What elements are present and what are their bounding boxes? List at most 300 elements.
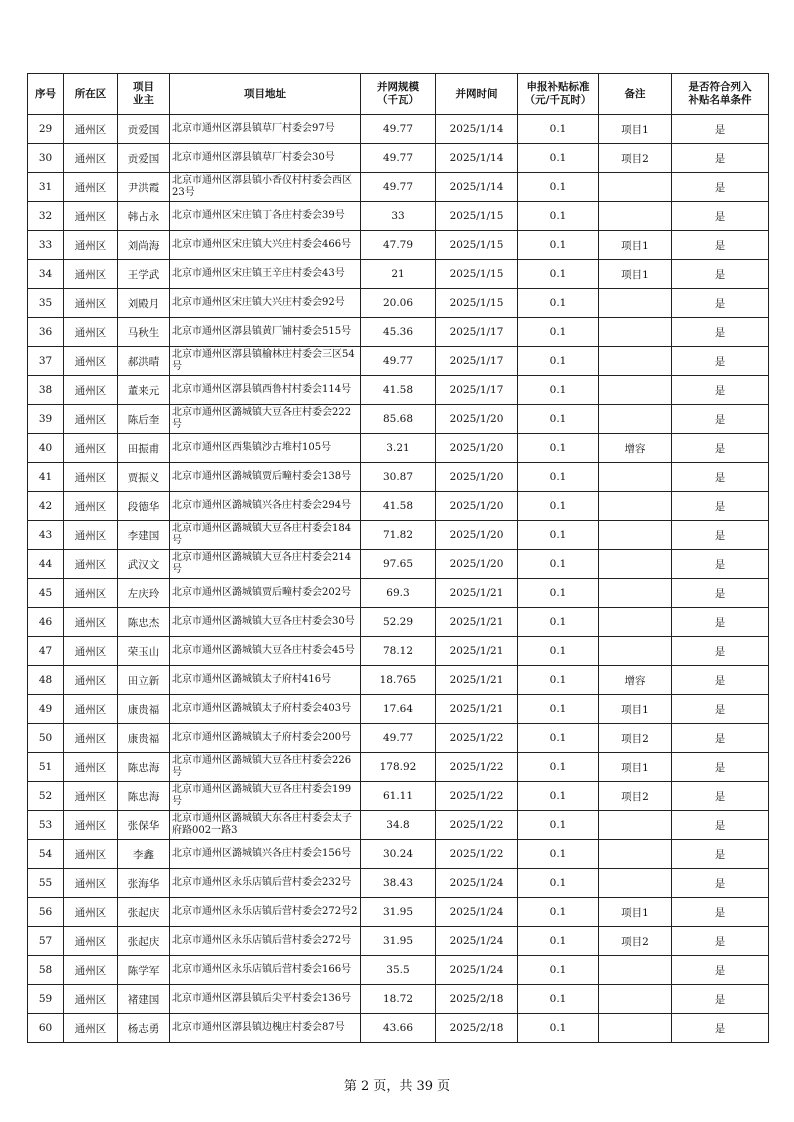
cell-remark [599, 376, 672, 405]
cell-date: 2025/1/24 [436, 956, 518, 985]
cell-address: 北京市通州区永乐店镇后营村委会232号 [170, 869, 361, 898]
cell-seq: 43 [28, 521, 64, 550]
cell-district: 通州区 [64, 695, 118, 724]
cell-date: 2025/1/22 [436, 753, 518, 782]
cell-eligible: 是 [672, 840, 769, 869]
cell-address: 北京市通州区潞城镇大豆各庄村委会45号 [170, 637, 361, 666]
table-row [28, 144, 769, 173]
cell-standard: 0.1 [518, 724, 599, 753]
cell-eligible: 是 [672, 782, 769, 811]
cell-remark [599, 202, 672, 231]
cell-seq: 36 [28, 318, 64, 347]
cell-eligible: 是 [672, 521, 769, 550]
header-eligible: 是否符合列入 补贴名单条件 [672, 74, 769, 115]
cell-owner: 田振甫 [118, 434, 170, 463]
cell-standard: 0.1 [518, 927, 599, 956]
header-capacity: 并网规模 （千瓦） [361, 74, 436, 115]
cell-owner: 董来元 [118, 376, 170, 405]
cell-date: 2025/2/18 [436, 1014, 518, 1043]
cell-remark [599, 637, 672, 666]
cell-district: 通州区 [64, 144, 118, 173]
cell-owner: 张海华 [118, 869, 170, 898]
cell-date: 2025/1/15 [436, 260, 518, 289]
cell-standard: 0.1 [518, 347, 599, 376]
cell-owner: 陈忠海 [118, 753, 170, 782]
cell-eligible: 是 [672, 376, 769, 405]
cell-seq: 52 [28, 782, 64, 811]
cell-seq: 39 [28, 405, 64, 434]
cell-capacity: 41.58 [361, 376, 436, 405]
cell-address: 北京市通州区潞城镇太子府村416号 [170, 666, 361, 695]
cell-remark [599, 318, 672, 347]
table-row [28, 115, 769, 144]
table-row [28, 173, 769, 202]
cell-remark [599, 985, 672, 1014]
cell-remark: 项目1 [599, 898, 672, 927]
cell-address: 北京市通州区潞城镇大东各庄村委会太子府路002一路3 [170, 811, 361, 840]
cell-capacity: 34.8 [361, 811, 436, 840]
cell-date: 2025/1/22 [436, 840, 518, 869]
cell-capacity: 18.72 [361, 985, 436, 1014]
cell-standard: 0.1 [518, 550, 599, 579]
cell-date: 2025/1/22 [436, 724, 518, 753]
cell-district: 通州区 [64, 753, 118, 782]
cell-standard: 0.1 [518, 898, 599, 927]
cell-seq: 51 [28, 753, 64, 782]
table-row [28, 289, 769, 318]
cell-district: 通州区 [64, 840, 118, 869]
cell-district: 通州区 [64, 869, 118, 898]
cell-seq: 44 [28, 550, 64, 579]
table-row [28, 724, 769, 753]
cell-seq: 57 [28, 927, 64, 956]
cell-remark [599, 521, 672, 550]
cell-standard: 0.1 [518, 521, 599, 550]
cell-date: 2025/1/14 [436, 173, 518, 202]
cell-owner: 刘尚海 [118, 231, 170, 260]
cell-capacity: 3.21 [361, 434, 436, 463]
cell-capacity: 20.06 [361, 289, 436, 318]
cell-seq: 45 [28, 579, 64, 608]
cell-remark: 增容 [599, 434, 672, 463]
cell-date: 2025/1/22 [436, 811, 518, 840]
cell-remark [599, 1014, 672, 1043]
cell-address: 北京市通州区漷县镇西鲁村村委会114号 [170, 376, 361, 405]
cell-district: 通州区 [64, 927, 118, 956]
cell-district: 通州区 [64, 782, 118, 811]
cell-capacity: 38.43 [361, 869, 436, 898]
cell-eligible: 是 [672, 608, 769, 637]
cell-standard: 0.1 [518, 869, 599, 898]
cell-date: 2025/1/15 [436, 202, 518, 231]
cell-date: 2025/1/17 [436, 347, 518, 376]
cell-owner: 李建国 [118, 521, 170, 550]
table-row [28, 434, 769, 463]
cell-date: 2025/1/17 [436, 376, 518, 405]
table-row [28, 637, 769, 666]
cell-seq: 35 [28, 289, 64, 318]
cell-eligible: 是 [672, 811, 769, 840]
cell-capacity: 41.58 [361, 492, 436, 521]
cell-date: 2025/1/24 [436, 869, 518, 898]
cell-capacity: 33 [361, 202, 436, 231]
cell-remark [599, 869, 672, 898]
table-row [28, 550, 769, 579]
cell-remark [599, 550, 672, 579]
cell-date: 2025/1/20 [436, 405, 518, 434]
cell-owner: 马秋生 [118, 318, 170, 347]
cell-capacity: 78.12 [361, 637, 436, 666]
cell-owner: 褚建国 [118, 985, 170, 1014]
cell-date: 2025/1/21 [436, 579, 518, 608]
cell-address: 北京市通州区漷县镇榆林庄村委会三区54号 [170, 347, 361, 376]
cell-owner: 陈忠杰 [118, 608, 170, 637]
cell-standard: 0.1 [518, 144, 599, 173]
cell-seq: 60 [28, 1014, 64, 1043]
cell-capacity: 43.66 [361, 1014, 436, 1043]
cell-remark: 项目1 [599, 695, 672, 724]
cell-eligible: 是 [672, 492, 769, 521]
cell-owner: 贾振义 [118, 463, 170, 492]
table-row [28, 927, 769, 956]
cell-address: 北京市通州区潞城镇贾后疃村委会202号 [170, 579, 361, 608]
cell-seq: 30 [28, 144, 64, 173]
cell-remark: 项目2 [599, 144, 672, 173]
cell-capacity: 52.29 [361, 608, 436, 637]
cell-capacity: 18.765 [361, 666, 436, 695]
cell-eligible: 是 [672, 666, 769, 695]
cell-seq: 41 [28, 463, 64, 492]
cell-capacity: 31.95 [361, 898, 436, 927]
cell-owner: 张起庆 [118, 898, 170, 927]
cell-eligible: 是 [672, 115, 769, 144]
cell-remark: 增容 [599, 666, 672, 695]
cell-address: 北京市通州区潞城镇大豆各庄村委会226号 [170, 753, 361, 782]
cell-district: 通州区 [64, 521, 118, 550]
cell-district: 通州区 [64, 608, 118, 637]
table-body [28, 115, 769, 1043]
cell-remark [599, 347, 672, 376]
table-row [28, 202, 769, 231]
cell-eligible: 是 [672, 231, 769, 260]
cell-standard: 0.1 [518, 753, 599, 782]
cell-remark [599, 956, 672, 985]
table-row [28, 782, 769, 811]
cell-district: 通州区 [64, 1014, 118, 1043]
page-footer: 第 2 页，共 39 页 [343, 1079, 451, 1094]
cell-standard: 0.1 [518, 1014, 599, 1043]
table-row [28, 695, 769, 724]
cell-standard: 0.1 [518, 579, 599, 608]
header-address: 项目地址 [170, 74, 361, 115]
cell-standard: 0.1 [518, 637, 599, 666]
cell-owner: 杨志勇 [118, 1014, 170, 1043]
cell-owner: 陈学军 [118, 956, 170, 985]
cell-eligible: 是 [672, 144, 769, 173]
table-row [28, 985, 769, 1014]
header-seq: 序号 [28, 74, 64, 115]
table-row [28, 753, 769, 782]
cell-seq: 40 [28, 434, 64, 463]
cell-capacity: 49.77 [361, 724, 436, 753]
cell-standard: 0.1 [518, 318, 599, 347]
cell-district: 通州区 [64, 289, 118, 318]
cell-address: 北京市通州区潞城镇大豆各庄村委会222号 [170, 405, 361, 434]
cell-capacity: 71.82 [361, 521, 436, 550]
cell-remark: 项目2 [599, 927, 672, 956]
header-standard: 申报补贴标准 （元/千瓦时） [518, 74, 599, 115]
cell-eligible: 是 [672, 260, 769, 289]
cell-capacity: 49.77 [361, 347, 436, 376]
table-row [28, 463, 769, 492]
cell-district: 通州区 [64, 115, 118, 144]
cell-address: 北京市通州区漷县镇小香仪村村委会西区23号 [170, 173, 361, 202]
cell-address: 北京市通州区永乐店镇后营村委会272号2 [170, 898, 361, 927]
cell-district: 通州区 [64, 376, 118, 405]
cell-district: 通州区 [64, 318, 118, 347]
cell-address: 北京市通州区潞城镇大豆各庄村委会199号 [170, 782, 361, 811]
cell-remark [599, 173, 672, 202]
table-row [28, 840, 769, 869]
table-row [28, 811, 769, 840]
cell-remark [599, 289, 672, 318]
table-row [28, 1014, 769, 1043]
cell-seq: 48 [28, 666, 64, 695]
cell-date: 2025/1/20 [436, 492, 518, 521]
cell-district: 通州区 [64, 173, 118, 202]
cell-eligible: 是 [672, 318, 769, 347]
cell-seq: 37 [28, 347, 64, 376]
cell-standard: 0.1 [518, 666, 599, 695]
cell-owner: 陈后奎 [118, 405, 170, 434]
cell-owner: 田立新 [118, 666, 170, 695]
cell-address: 北京市通州区潞城镇兴各庄村委会156号 [170, 840, 361, 869]
table-row [28, 347, 769, 376]
header-district: 所在区 [64, 74, 118, 115]
cell-eligible: 是 [672, 289, 769, 318]
cell-seq: 42 [28, 492, 64, 521]
cell-capacity: 49.77 [361, 144, 436, 173]
cell-owner: 康贵福 [118, 695, 170, 724]
cell-standard: 0.1 [518, 115, 599, 144]
cell-address: 北京市通州区潞城镇太子府村委会403号 [170, 695, 361, 724]
cell-standard: 0.1 [518, 376, 599, 405]
cell-standard: 0.1 [518, 811, 599, 840]
cell-address: 北京市通州区漷县镇草厂村委会97号 [170, 115, 361, 144]
cell-date: 2025/1/20 [436, 521, 518, 550]
cell-eligible: 是 [672, 1014, 769, 1043]
cell-owner: 郝洪晴 [118, 347, 170, 376]
cell-date: 2025/1/14 [436, 115, 518, 144]
header-owner: 项目 业主 [118, 74, 170, 115]
cell-date: 2025/1/21 [436, 695, 518, 724]
cell-seq: 47 [28, 637, 64, 666]
cell-address: 北京市通州区漷县镇草厂村委会30号 [170, 144, 361, 173]
cell-owner: 康贵福 [118, 724, 170, 753]
cell-address: 北京市通州区潞城镇大豆各庄村委会184号 [170, 521, 361, 550]
cell-standard: 0.1 [518, 463, 599, 492]
cell-owner: 张保华 [118, 811, 170, 840]
cell-eligible: 是 [672, 637, 769, 666]
cell-standard: 0.1 [518, 782, 599, 811]
cell-seq: 38 [28, 376, 64, 405]
cell-date: 2025/1/17 [436, 318, 518, 347]
cell-owner: 李鑫 [118, 840, 170, 869]
cell-seq: 29 [28, 115, 64, 144]
cell-standard: 0.1 [518, 434, 599, 463]
table-row [28, 608, 769, 637]
cell-standard: 0.1 [518, 231, 599, 260]
cell-owner: 尹洪霞 [118, 173, 170, 202]
table-row [28, 318, 769, 347]
cell-date: 2025/1/22 [436, 782, 518, 811]
cell-date: 2025/1/24 [436, 898, 518, 927]
table-row [28, 376, 769, 405]
cell-eligible: 是 [672, 463, 769, 492]
cell-seq: 59 [28, 985, 64, 1014]
cell-capacity: 21 [361, 260, 436, 289]
cell-capacity: 178.92 [361, 753, 436, 782]
cell-eligible: 是 [672, 927, 769, 956]
table-row [28, 231, 769, 260]
cell-address: 北京市通州区潞城镇大豆各庄村委会30号 [170, 608, 361, 637]
cell-owner: 张起庆 [118, 927, 170, 956]
cell-eligible: 是 [672, 753, 769, 782]
table-row [28, 956, 769, 985]
table-row [28, 260, 769, 289]
cell-address: 北京市通州区西集镇沙古堆村105号 [170, 434, 361, 463]
cell-capacity: 30.24 [361, 840, 436, 869]
cell-date: 2025/2/18 [436, 985, 518, 1014]
cell-remark: 项目1 [599, 753, 672, 782]
cell-standard: 0.1 [518, 985, 599, 1014]
cell-capacity: 17.64 [361, 695, 436, 724]
cell-date: 2025/1/15 [436, 231, 518, 260]
cell-capacity: 45.36 [361, 318, 436, 347]
cell-address: 北京市通州区永乐店镇后营村委会166号 [170, 956, 361, 985]
cell-owner: 武汉文 [118, 550, 170, 579]
cell-standard: 0.1 [518, 956, 599, 985]
cell-address: 北京市通州区宋庄镇王辛庄村委会43号 [170, 260, 361, 289]
cell-owner: 陈忠海 [118, 782, 170, 811]
table-row [28, 898, 769, 927]
cell-district: 通州区 [64, 956, 118, 985]
cell-capacity: 97.65 [361, 550, 436, 579]
cell-owner: 刘殿月 [118, 289, 170, 318]
cell-remark [599, 579, 672, 608]
header-date: 并网时间 [436, 74, 518, 115]
cell-capacity: 35.5 [361, 956, 436, 985]
cell-eligible: 是 [672, 434, 769, 463]
cell-district: 通州区 [64, 666, 118, 695]
cell-district: 通州区 [64, 811, 118, 840]
cell-date: 2025/1/15 [436, 289, 518, 318]
cell-standard: 0.1 [518, 840, 599, 869]
cell-address: 北京市通州区宋庄镇大兴庄村委会466号 [170, 231, 361, 260]
cell-district: 通州区 [64, 463, 118, 492]
cell-district: 通州区 [64, 434, 118, 463]
cell-seq: 33 [28, 231, 64, 260]
cell-remark [599, 608, 672, 637]
cell-date: 2025/1/21 [436, 637, 518, 666]
cell-standard: 0.1 [518, 608, 599, 637]
cell-seq: 54 [28, 840, 64, 869]
cell-date: 2025/1/21 [436, 666, 518, 695]
cell-date: 2025/1/14 [436, 144, 518, 173]
cell-capacity: 49.77 [361, 115, 436, 144]
header-remark: 备注 [599, 74, 672, 115]
cell-eligible: 是 [672, 724, 769, 753]
cell-address: 北京市通州区漷县镇黄厂铺村委会515号 [170, 318, 361, 347]
cell-standard: 0.1 [518, 405, 599, 434]
cell-address: 北京市通州区潞城镇兴各庄村委会294号 [170, 492, 361, 521]
cell-eligible: 是 [672, 579, 769, 608]
cell-district: 通州区 [64, 405, 118, 434]
cell-address: 北京市通州区永乐店镇后营村委会272号 [170, 927, 361, 956]
cell-seq: 34 [28, 260, 64, 289]
cell-address: 北京市通州区潞城镇太子府村委会200号 [170, 724, 361, 753]
cell-capacity: 47.79 [361, 231, 436, 260]
cell-address: 北京市通州区潞城镇贾后疃村委会138号 [170, 463, 361, 492]
cell-eligible: 是 [672, 869, 769, 898]
cell-capacity: 69.3 [361, 579, 436, 608]
cell-address: 北京市通州区潞城镇大豆各庄村委会214号 [170, 550, 361, 579]
cell-remark: 项目1 [599, 260, 672, 289]
cell-standard: 0.1 [518, 260, 599, 289]
cell-remark: 项目1 [599, 115, 672, 144]
table-row [28, 492, 769, 521]
cell-seq: 55 [28, 869, 64, 898]
cell-capacity: 49.77 [361, 173, 436, 202]
cell-seq: 32 [28, 202, 64, 231]
cell-address: 北京市通州区漷县镇后尖平村委会136号 [170, 985, 361, 1014]
cell-owner: 韩占永 [118, 202, 170, 231]
cell-seq: 53 [28, 811, 64, 840]
cell-remark: 项目2 [599, 724, 672, 753]
cell-standard: 0.1 [518, 202, 599, 231]
cell-district: 通州区 [64, 637, 118, 666]
cell-eligible: 是 [672, 173, 769, 202]
cell-owner: 左庆玲 [118, 579, 170, 608]
cell-capacity: 85.68 [361, 405, 436, 434]
subsidy-table [27, 73, 769, 1043]
cell-district: 通州区 [64, 202, 118, 231]
cell-seq: 49 [28, 695, 64, 724]
cell-district: 通州区 [64, 898, 118, 927]
cell-remark [599, 840, 672, 869]
cell-eligible: 是 [672, 550, 769, 579]
table-row [28, 869, 769, 898]
cell-capacity: 30.87 [361, 463, 436, 492]
cell-district: 通州区 [64, 347, 118, 376]
cell-eligible: 是 [672, 695, 769, 724]
cell-remark [599, 811, 672, 840]
cell-eligible: 是 [672, 405, 769, 434]
table-row [28, 666, 769, 695]
table-row [28, 579, 769, 608]
cell-district: 通州区 [64, 579, 118, 608]
cell-address: 北京市通州区漷县镇边槐庄村委会87号 [170, 1014, 361, 1043]
table-row [28, 405, 769, 434]
cell-date: 2025/1/20 [436, 550, 518, 579]
cell-remark: 项目2 [599, 782, 672, 811]
cell-district: 通州区 [64, 260, 118, 289]
cell-remark [599, 463, 672, 492]
cell-remark [599, 405, 672, 434]
cell-owner: 荣玉山 [118, 637, 170, 666]
cell-capacity: 31.95 [361, 927, 436, 956]
cell-seq: 50 [28, 724, 64, 753]
